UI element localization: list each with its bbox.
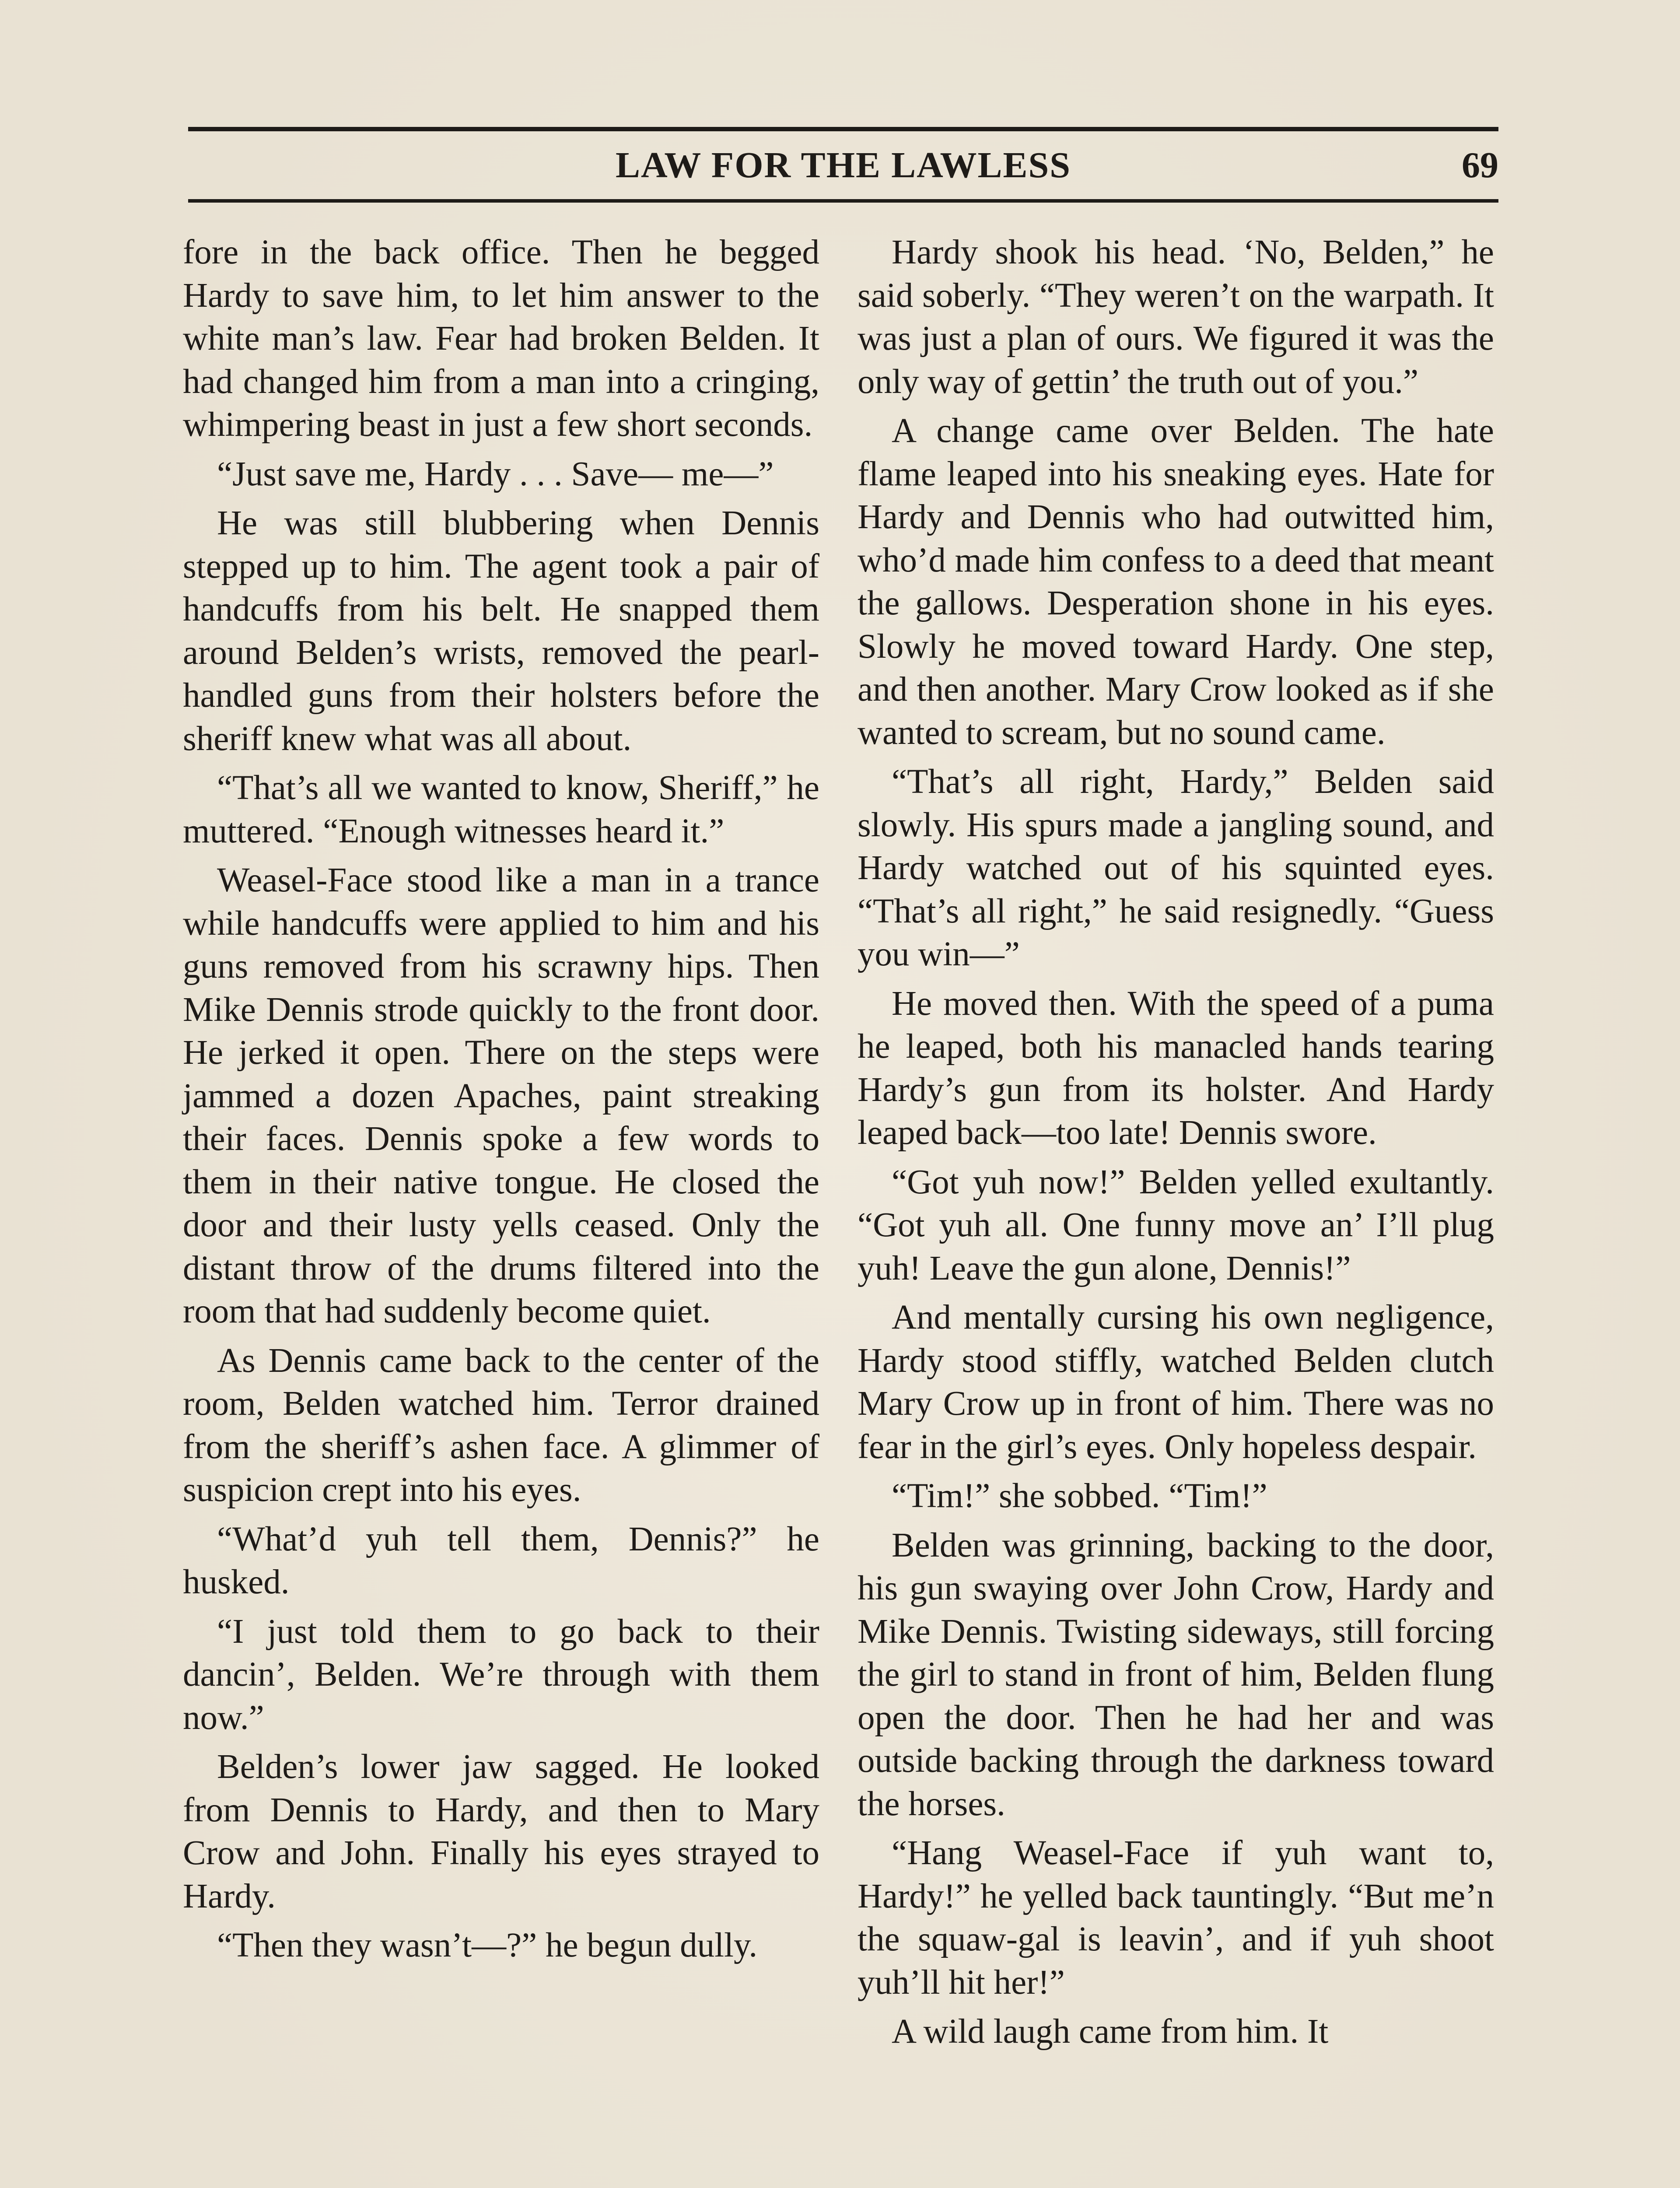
header-bottom-rule <box>188 199 1498 203</box>
paragraph: “That’s all we wanted to know, Sheriff,” he muttered. “Enough witnesses heard it.” <box>183 769 819 850</box>
paragraph: Weasel-Face stood like a man in a trance while handcuffs were applied to him and his guns removed from his scrawny hips. Then Mike Dennis strode quickly to the front door. He jerked it open. There on the steps were jammed a dozen Apaches, paint streaking their faces. Dennis spoke a few words to them in their native tongue. He closed the door and their lusty yells ceased. Only the distant throw of the drums filtered into the room that had suddenly become quiet. <box>183 861 819 1330</box>
paragraph: And mentally cursing his own negligence, Hardy stood stiffly, watched Belden clutch Mary Crow up in front of him. There was no fear in the girl’s eyes. Only hopeless despair. <box>858 1298 1494 1466</box>
paragraph: “What’d yuh tell them, Dennis?” he husked. <box>183 1520 819 1601</box>
running-header <box>188 139 1498 192</box>
running-title: LAW FOR THE LAWLESS <box>616 145 1071 186</box>
paragraph: “Then they wasn’t—?” he begun dully. <box>217 1926 758 1964</box>
paragraph: “Tim!” she sobbed. “Tim!” <box>892 1477 1267 1515</box>
text-column-right <box>858 231 1494 2060</box>
paragraph: “I just told them to go back to their dancin’, Belden. We’re through with them now.” <box>183 1612 819 1737</box>
header-top-rule <box>188 127 1498 131</box>
paragraph: He was still blubbering when Dennis stepped up to him. The agent took a pair of handcuffs from his belt. He snapped them around Belden’s wrists, removed the pearl-handled guns from their holsters before the sheriff knew what was all about. <box>183 504 819 758</box>
text-column-left <box>183 231 819 1974</box>
paragraph: Belden’s lower jaw sagged. He looked from Dennis to Hardy, and then to Mary Crow and John. Finally his eyes strayed to Hardy. <box>183 1748 819 1915</box>
paragraph: Belden was grinning, backing to the door, his gun swaying over John Crow, Hardy and Mike Dennis. Twisting sideways, still forcing the girl to stand in front of him, Belden flung open the door. Then he had her and was outside backing through the darkness toward the horses. <box>858 1526 1494 1823</box>
paragraph: “That’s all right, Hardy,” Belden said slowly. His spurs made a jangling sound, and Hardy watched out of his squinted eyes. “That’s all right,” he said resignedly. “Guess you win—” <box>858 763 1494 973</box>
paragraph: “Hang Weasel-Face if yuh want to, Hardy!” he yelled back tauntingly. “But me’n the squaw-gal is leavin’, and if yuh shoot yuh’ll hit her!” <box>858 1834 1494 2002</box>
paragraph: “Just save me, Hardy . . . Save— me—” <box>217 455 774 493</box>
paragraph: He moved then. With the speed of a puma he leaped, both his manacled hands tearing Hardy’s gun from its holster. And Hardy leaped back—too late! Dennis swore. <box>858 984 1494 1152</box>
paragraph: Hardy shook his head. ‘No, Belden,” he said soberly. “They weren’t on the warpath. It was just a plan of ours. We figured it was the only way of gettin’ the truth out of you.” <box>858 233 1494 401</box>
paragraph: A change came over Belden. The hate flame leaped into his sneaking eyes. Hate for Hardy and Dennis who had outwitted him, who’d made him confess to a deed that meant the gallows. Desperation shone in his eyes. Slowly he moved toward Hardy. One step, and then another. Mary Crow looked as if she wanted to scream, but no sound came. <box>858 412 1494 752</box>
paragraph: A wild laugh came from him. It <box>892 2013 1329 2051</box>
paragraph: “Got yuh now!” Belden yelled exultantly. “Got yuh all. One funny move an’ I’ll plug yuh! Leave the gun alone, Dennis!” <box>858 1163 1494 1287</box>
page-number: 69 <box>1462 145 1498 186</box>
paragraph: fore in the back office. Then he begged Hardy to save him, to let him answer to the white man’s law. Fear had broken Belden. It had changed him from a man into a cringing, whimpering beast in just a few short seconds. <box>183 233 819 444</box>
paragraph: As Dennis came back to the center of the room, Belden watched him. Terror drained from the sheriff’s ashen face. A glimmer of suspicion crept into his eyes. <box>183 1341 819 1509</box>
